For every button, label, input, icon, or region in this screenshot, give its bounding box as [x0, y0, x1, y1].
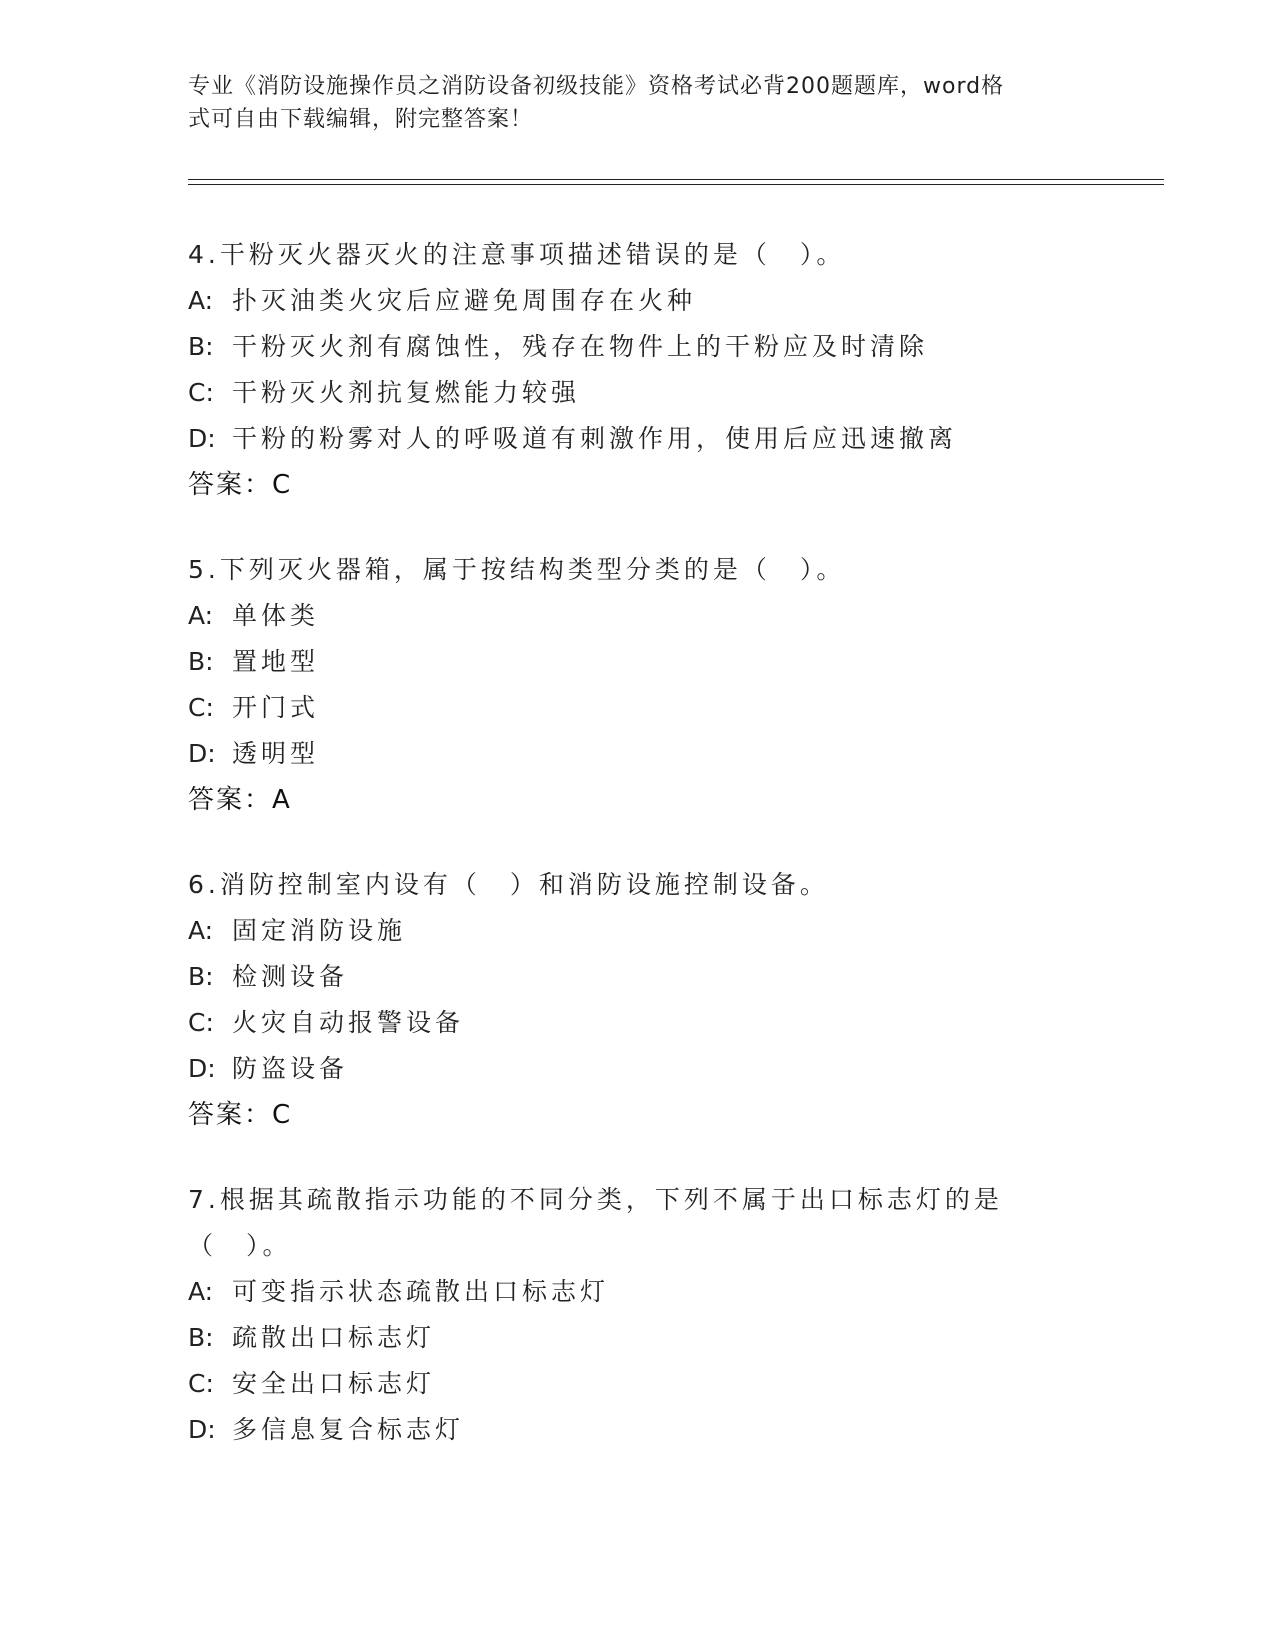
option-text: 扑灭油类火灾后应避免周围存在火种	[232, 286, 697, 315]
option-text: 固定消防设施	[232, 916, 407, 945]
option-key: D:	[188, 424, 216, 453]
option-d	[188, 731, 1148, 777]
option-b	[188, 954, 1148, 1000]
option-text: 疏散出口标志灯	[232, 1323, 436, 1352]
option-a	[188, 908, 1148, 954]
option-key: A:	[188, 916, 214, 945]
header-title-line-1: 专业《消防设施操作员之消防设备初级技能》资格考试必背200题题库，word格	[188, 74, 1005, 99]
option-text: 检测设备	[232, 962, 349, 991]
answer-label: 答案：	[188, 1100, 273, 1130]
option-key: D:	[188, 1415, 216, 1444]
question-text: 4.干粉灭火器灭火的注意事项描述错误的是（ ）。	[188, 240, 846, 269]
option-key: A:	[188, 601, 214, 630]
option-text: 防盗设备	[232, 1054, 349, 1083]
question-text: 6.消防控制室内设有（ ）和消防设施控制设备。	[188, 870, 829, 899]
option-d	[188, 1407, 1148, 1453]
option-key: C:	[188, 1369, 214, 1398]
option-key: C:	[188, 1008, 214, 1037]
option-key: D:	[188, 1054, 216, 1083]
answer-line	[188, 462, 1148, 508]
question-text: 7.根据其疏散指示功能的不同分类，下列不属于出口标志灯的是（ ）。	[188, 1185, 1003, 1260]
option-text: 干粉灭火剂有腐蚀性，残存在物件上的干粉应及时清除	[232, 332, 929, 361]
option-a	[188, 593, 1148, 639]
option-key: B:	[188, 647, 214, 676]
option-text: 透明型	[232, 739, 320, 768]
answer-value: C	[272, 1100, 293, 1130]
option-c	[188, 1361, 1148, 1407]
option-d	[188, 1046, 1148, 1092]
option-c	[188, 1000, 1148, 1046]
option-key: B:	[188, 962, 214, 991]
question-7	[188, 1177, 1148, 1453]
option-key: C:	[188, 693, 214, 722]
option-text: 多信息复合标志灯	[232, 1415, 465, 1444]
option-a	[188, 278, 1148, 324]
option-text: 火灾自动报警设备	[232, 1008, 465, 1037]
option-text: 干粉的粉雾对人的呼吸道有刺激作用，使用后应迅速撤离	[232, 424, 958, 453]
option-b	[188, 1315, 1148, 1361]
answer-value: A	[272, 785, 292, 815]
answer-label: 答案：	[188, 470, 273, 500]
option-c	[188, 370, 1148, 416]
question-text: 5.下列灭火器箱，属于按结构类型分类的是（ ）。	[188, 555, 846, 584]
option-text: 干粉灭火剂抗复燃能力较强	[232, 378, 581, 407]
option-key: A:	[188, 1277, 214, 1306]
answer-line	[188, 1092, 1148, 1138]
question-6	[188, 862, 1148, 1138]
option-text: 单体类	[232, 601, 320, 630]
answer-value: C	[272, 470, 293, 500]
option-key: B:	[188, 332, 214, 361]
option-key: B:	[188, 1323, 214, 1352]
answer-line	[188, 777, 1148, 823]
option-a	[188, 1269, 1148, 1315]
header-title-line-2: 式可自由下载编辑，附完整答案！	[188, 107, 534, 132]
option-key: A:	[188, 286, 214, 315]
answer-label: 答案：	[188, 785, 273, 815]
question-list	[188, 232, 1148, 1492]
option-key: C:	[188, 378, 214, 407]
option-b	[188, 639, 1148, 685]
header-divider-top	[188, 179, 1164, 180]
option-key: D:	[188, 739, 216, 768]
question-4	[188, 232, 1148, 508]
option-text: 安全出口标志灯	[232, 1369, 436, 1398]
option-text: 置地型	[232, 647, 320, 676]
option-b	[188, 324, 1148, 370]
header-divider-bottom	[188, 184, 1164, 185]
option-text: 可变指示状态疏散出口标志灯	[232, 1277, 610, 1306]
question-5	[188, 547, 1148, 823]
option-d	[188, 416, 1148, 462]
document-header	[188, 70, 1068, 136]
option-text: 开门式	[232, 693, 320, 722]
option-c	[188, 685, 1148, 731]
